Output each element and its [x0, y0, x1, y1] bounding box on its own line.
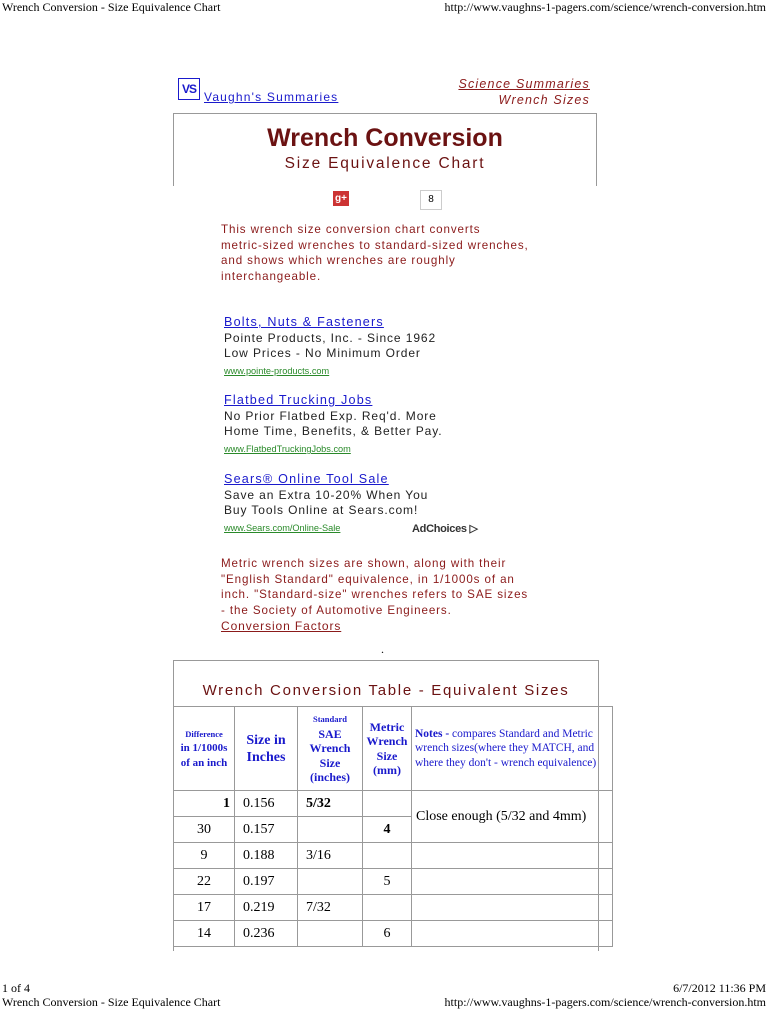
cell-metric: 5: [363, 869, 412, 895]
cell-inches: 0.197: [235, 869, 298, 895]
cell-note: [412, 869, 613, 895]
cell-note: Close enough (5/32 and 4mm): [412, 791, 613, 843]
header-sae: Standard SAE Wrench Size (inches): [298, 707, 363, 791]
ad-line: Save an Extra 10-20% When You: [224, 488, 429, 502]
print-footer-page: 1 of 4: [2, 981, 30, 995]
ad-line: Low Prices - No Minimum Order: [224, 346, 421, 360]
ad-line: No Prior Flatbed Exp. Req'd. More: [224, 409, 437, 423]
ad-line: Home Time, Benefits, & Better Pay.: [224, 424, 443, 438]
cell-difference: 22: [174, 869, 235, 895]
ad-block-1: [224, 313, 524, 379]
table-header-row: [174, 707, 613, 791]
ad-line: Pointe Products, Inc. - Since 1962: [224, 331, 437, 345]
table-row: [174, 843, 613, 869]
header-metric: Metric Wrench Size (mm): [363, 707, 412, 791]
ad-title-bolts[interactable]: Bolts, Nuts & Fasteners: [224, 315, 384, 329]
cell-metric: [363, 843, 412, 869]
table-row: [174, 869, 613, 895]
cell-difference: 30: [174, 817, 235, 843]
table-row: [174, 921, 613, 947]
vaughns-summaries-link[interactable]: Vaughn's Summaries: [204, 90, 339, 104]
cell-inches: 0.156: [235, 791, 298, 817]
cell-inches: 0.188: [235, 843, 298, 869]
cell-sae: 5/32: [298, 791, 363, 817]
cell-difference: 9: [174, 843, 235, 869]
cell-sae: [298, 817, 363, 843]
vs-logo-icon[interactable]: VS: [178, 78, 200, 100]
ad-url-pointe[interactable]: www.pointe-products.com: [224, 366, 330, 376]
page-title: Wrench Conversion: [267, 124, 503, 152]
cell-difference: 14: [174, 921, 235, 947]
cell-metric: 4: [363, 817, 412, 843]
ad-line: Buy Tools Online at Sears.com!: [224, 503, 419, 517]
cell-sae: [298, 869, 363, 895]
ad-title-sears[interactable]: Sears® Online Tool Sale: [224, 472, 389, 486]
cell-metric: 6: [363, 921, 412, 947]
wrench-sizes-label: Wrench Sizes: [498, 93, 590, 107]
page-subtitle: Size Equivalence Chart: [284, 155, 486, 172]
info-paragraph: Metric wrench sizes are shown, along with their "English Standard" equivalence, in 1/1000s of an inch. "Standard-size" wrenches refers to SAE sizes - the Society of Automotive Engineers.: [221, 557, 529, 617]
cell-difference: 1: [174, 791, 235, 817]
print-header-title: Wrench Conversion - Size Equivalence Chart: [2, 0, 221, 14]
wrench-conversion-table: [173, 706, 613, 947]
header-size-inches: Size in Inches: [235, 707, 298, 791]
cell-metric: [363, 895, 412, 921]
cell-note: [412, 921, 613, 947]
table-row: [174, 791, 613, 817]
table-row: [174, 895, 613, 921]
table-caption: Wrench Conversion Table - Equivalent Sizes: [202, 682, 570, 699]
science-summaries-link[interactable]: Science Summaries: [458, 77, 590, 91]
google-plus-icon[interactable]: g+: [333, 191, 349, 206]
cell-difference: 17: [174, 895, 235, 921]
ad-url-flatbed[interactable]: www.FlatbedTruckingJobs.com: [224, 444, 351, 454]
intro-paragraph: This wrench size conversion chart converts metric-sized wrenches to standard-sized wrenches, and shows which wrenches are roughly interchangeable.: [221, 223, 529, 283]
separator-dot: .: [381, 642, 384, 656]
ad-title-flatbed[interactable]: Flatbed Trucking Jobs: [224, 393, 373, 407]
cell-inches: 0.236: [235, 921, 298, 947]
plus-count: 8: [420, 190, 442, 210]
header-notes: Notes - compares Standard and Metric wrench sizes(where they MATCH, and where they don't - wrench equivalence): [412, 707, 613, 791]
cell-inches: 0.219: [235, 895, 298, 921]
adchoices-icon[interactable]: AdChoices ▷: [412, 523, 478, 535]
cell-sae: 7/32: [298, 895, 363, 921]
print-header-url: http://www.vaughns-1-pagers.com/science/wrench-conversion.htm: [444, 0, 766, 14]
cell-metric: [363, 791, 412, 817]
print-footer-title: Wrench Conversion - Size Equivalence Chart: [2, 995, 221, 1009]
ad-block-3: [224, 470, 524, 536]
cell-sae: 3/16: [298, 843, 363, 869]
conversion-factors-link[interactable]: Conversion Factors: [221, 619, 342, 633]
print-footer-url: http://www.vaughns-1-pagers.com/science/wrench-conversion.htm: [444, 995, 766, 1009]
ad-url-sears[interactable]: www.Sears.com/Online-Sale: [224, 523, 341, 533]
cell-note: [412, 895, 613, 921]
cell-inches: 0.157: [235, 817, 298, 843]
ad-block-2: [224, 391, 524, 457]
print-footer-datetime: 6/7/2012 11:36 PM: [673, 981, 766, 995]
cell-sae: [298, 921, 363, 947]
header-difference: Difference in 1/1000s of an inch: [174, 707, 235, 791]
cell-note: [412, 843, 613, 869]
